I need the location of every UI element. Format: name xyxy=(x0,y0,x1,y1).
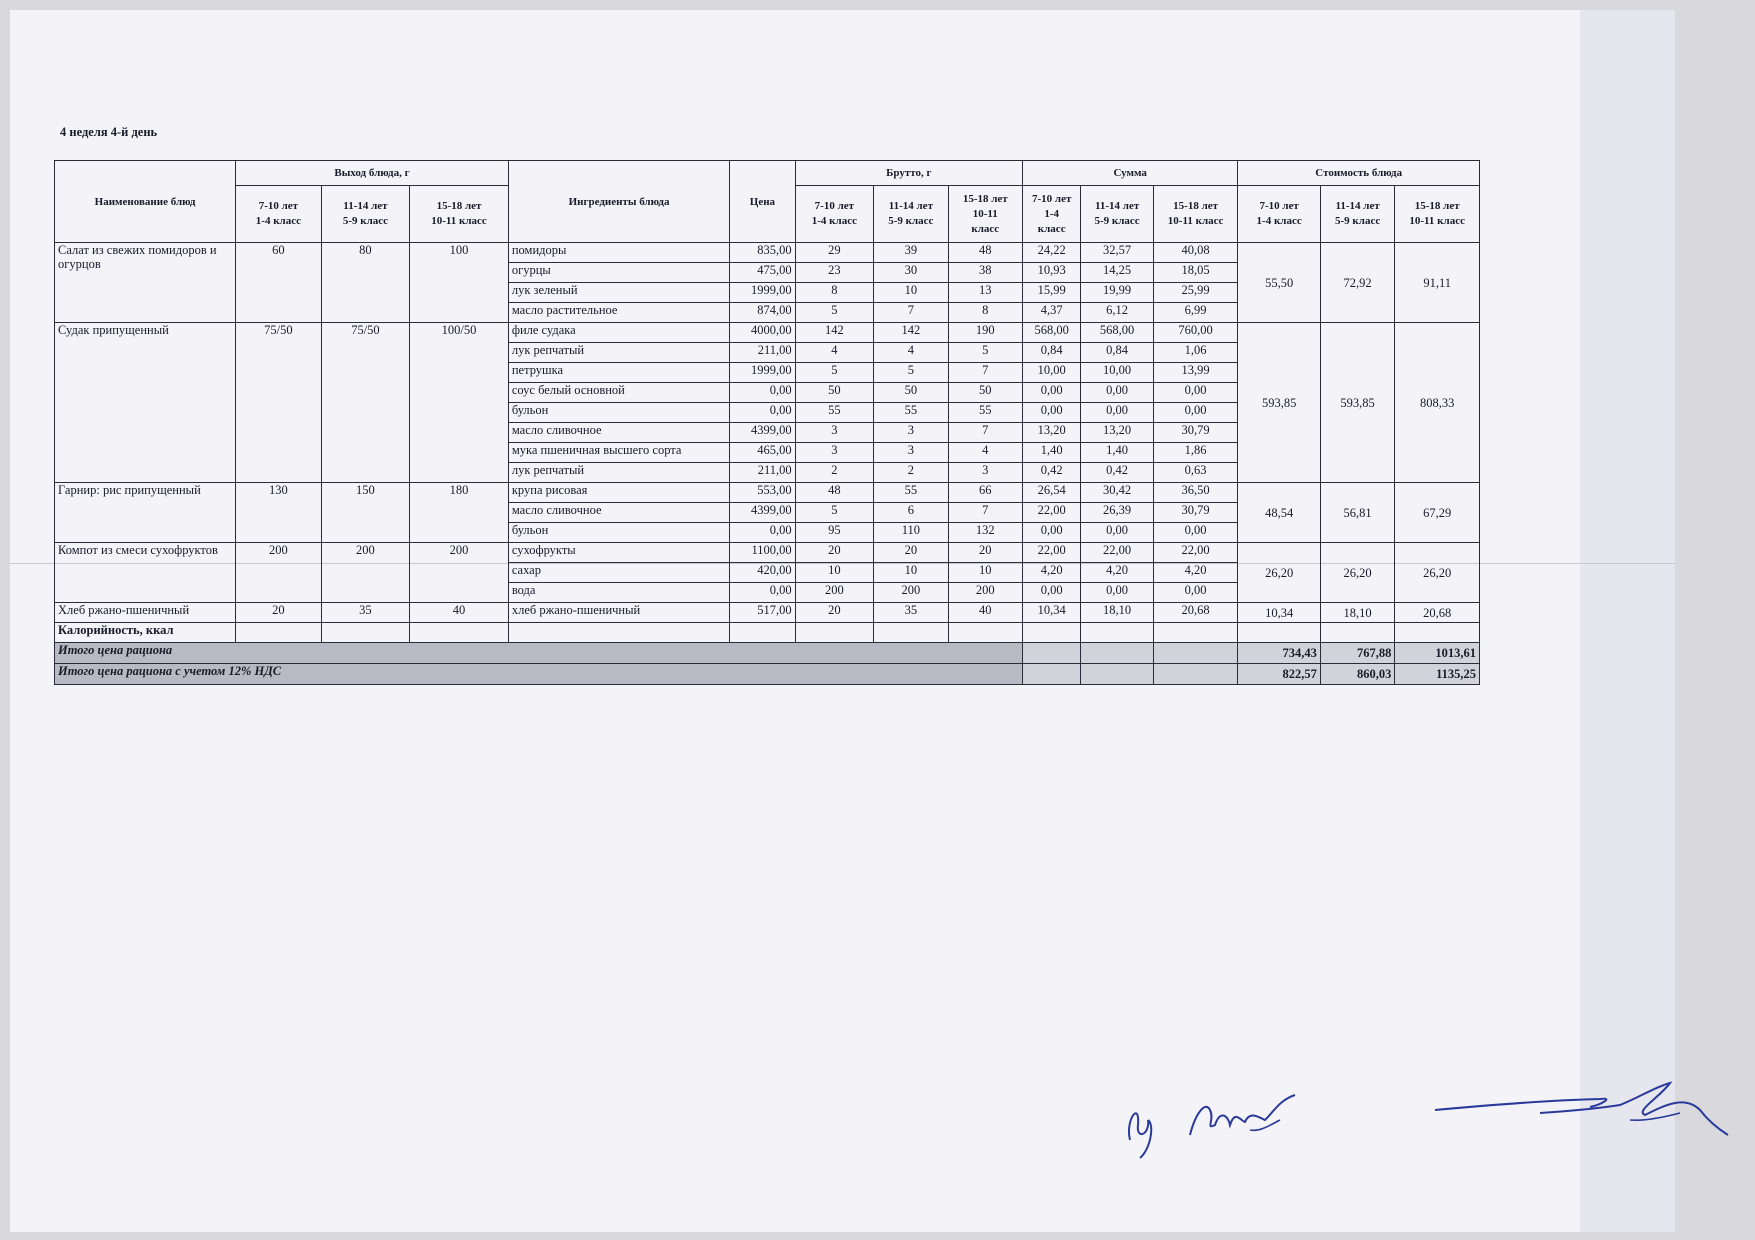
empty-cell xyxy=(874,623,948,643)
ingredient-gross: 95 xyxy=(795,523,873,543)
age-label-line: 7-10 лет xyxy=(258,200,299,212)
age-label-line: класс xyxy=(1037,222,1066,235)
total-value: 734,43 xyxy=(1238,643,1321,664)
dish-yield: 35 xyxy=(321,603,410,623)
ingredient-gross: 10 xyxy=(795,563,873,583)
ingredient-gross: 200 xyxy=(874,583,948,603)
ingredient-gross: 66 xyxy=(948,483,1022,503)
ingredient-gross: 5 xyxy=(874,363,948,383)
age-label-line: 10-11 класс xyxy=(431,215,487,227)
ingredient-sum: 30,42 xyxy=(1081,483,1153,503)
dish-yield: 20 xyxy=(236,603,322,623)
ingredient-sum: 0,00 xyxy=(1081,523,1153,543)
dish-yield: 200 xyxy=(236,543,322,603)
dish-yield: 75/50 xyxy=(236,323,322,483)
age-label-line: 15-18 лет xyxy=(1173,200,1219,212)
age-label-line: 7-10 лет xyxy=(1032,192,1072,205)
ingredient-price: 874,00 xyxy=(730,303,795,323)
cost-ages-header-1 xyxy=(1320,186,1394,243)
ingredient-gross: 10 xyxy=(948,563,1022,583)
dish-cost: 91,11 xyxy=(1395,243,1480,323)
dish-name: Компот из смеси сухофруктов xyxy=(55,543,236,603)
ingredient-sum: 18,05 xyxy=(1153,263,1238,283)
ingredient-gross: 5 xyxy=(795,503,873,523)
ingredient-gross: 13 xyxy=(948,283,1022,303)
ingredient-gross: 4 xyxy=(948,443,1022,463)
age-label-line: 11-14 лет xyxy=(888,200,933,212)
signature-1 xyxy=(1120,1080,1350,1160)
age-label-line: 15-18 лет xyxy=(436,200,482,212)
calories-row xyxy=(55,623,1480,643)
ingredient-gross: 50 xyxy=(948,383,1022,403)
dish-name: Судак припущенный xyxy=(55,323,236,483)
table-row xyxy=(55,323,1480,343)
empty-cell xyxy=(1153,623,1238,643)
ingredient-price: 835,00 xyxy=(730,243,795,263)
total-label: Итого цена рациона с учетом 12% НДС xyxy=(55,664,1023,685)
ingredient-price: 4399,00 xyxy=(730,503,795,523)
empty-cell xyxy=(730,623,795,643)
ingredient-name: петрушка xyxy=(508,363,729,383)
empty-cell xyxy=(1081,623,1153,643)
ingredient-gross: 6 xyxy=(874,503,948,523)
ingredient-gross: 8 xyxy=(948,303,1022,323)
ingredient-name: огурцы xyxy=(508,263,729,283)
ingredient-sum: 0,00 xyxy=(1153,523,1238,543)
ingredient-sum: 30,79 xyxy=(1153,423,1238,443)
dish-cost: 26,20 xyxy=(1238,543,1321,603)
scan-edge-strip xyxy=(1580,10,1675,1232)
ingredient-sum: 0,00 xyxy=(1081,383,1153,403)
ingredient-gross: 132 xyxy=(948,523,1022,543)
menu-table xyxy=(54,160,1480,685)
cost-ages-header-2 xyxy=(1395,186,1480,243)
ingredient-sum: 13,20 xyxy=(1023,423,1081,443)
ingredient-sum: 40,08 xyxy=(1153,243,1238,263)
ingredient-gross: 3 xyxy=(874,443,948,463)
age-label-line: 11-14 лет xyxy=(343,200,388,212)
empty-cell xyxy=(1081,664,1153,685)
ingredient-name: масло растительное xyxy=(508,303,729,323)
age-label-line: 15-18 лет xyxy=(962,192,1008,205)
empty-cell xyxy=(1023,643,1081,664)
dish-cost: 56,81 xyxy=(1320,483,1394,543)
ingredient-sum: 0,00 xyxy=(1153,383,1238,403)
ingredient-gross: 55 xyxy=(795,403,873,423)
age-label-line: 10-11 класс xyxy=(1409,215,1465,227)
ingredient-gross: 4 xyxy=(795,343,873,363)
ingredient-gross: 200 xyxy=(948,583,1022,603)
ingredient-sum: 4,20 xyxy=(1081,563,1153,583)
header-ingredients: Ингредиенты блюда xyxy=(508,161,729,243)
dish-cost: 55,50 xyxy=(1238,243,1321,323)
ingredient-name: лук репчатый xyxy=(508,343,729,363)
header-sum-group: Сумма xyxy=(1023,161,1238,186)
table-row xyxy=(55,543,1480,563)
ingredient-sum: 22,00 xyxy=(1023,543,1081,563)
ingredient-price: 517,00 xyxy=(730,603,795,623)
ingredient-name: помидоры xyxy=(508,243,729,263)
table-row xyxy=(55,483,1480,503)
total-value: 767,88 xyxy=(1320,643,1394,664)
empty-cell xyxy=(1153,664,1238,685)
ingredient-sum: 0,84 xyxy=(1023,343,1081,363)
ingredient-price: 1999,00 xyxy=(730,283,795,303)
total-label: Итого цена рациона xyxy=(55,643,1023,664)
ingredient-sum: 0,00 xyxy=(1153,583,1238,603)
ingredient-sum: 1,86 xyxy=(1153,443,1238,463)
ingredient-sum: 1,40 xyxy=(1023,443,1081,463)
ingredient-price: 0,00 xyxy=(730,403,795,423)
ingredient-name: лук зеленый xyxy=(508,283,729,303)
dish-cost: 26,20 xyxy=(1395,543,1480,603)
ingredient-name: хлеб ржано-пшеничный xyxy=(508,603,729,623)
ingredient-name: филе судака xyxy=(508,323,729,343)
ingredient-name: масло сливочное xyxy=(508,423,729,443)
ingredient-gross: 55 xyxy=(948,403,1022,423)
ingredient-sum: 22,00 xyxy=(1153,543,1238,563)
ingredient-gross: 50 xyxy=(795,383,873,403)
ingredient-name: мука пшеничная высшего сорта xyxy=(508,443,729,463)
ingredient-sum: 25,99 xyxy=(1153,283,1238,303)
ingredient-name: масло сливочное xyxy=(508,503,729,523)
age-label-line: 11-14 лет xyxy=(1094,200,1140,212)
empty-cell xyxy=(1153,643,1238,664)
ingredient-name: сухофрукты xyxy=(508,543,729,563)
yield-ages-header-1 xyxy=(321,186,410,243)
ingredient-gross: 190 xyxy=(948,323,1022,343)
sum-ages-header-1 xyxy=(1081,186,1153,243)
ingredient-gross: 23 xyxy=(795,263,873,283)
ingredient-gross: 110 xyxy=(874,523,948,543)
age-label-line: 1-4 класс xyxy=(811,215,857,227)
dish-yield: 40 xyxy=(410,603,509,623)
ingredient-gross: 10 xyxy=(874,563,948,583)
age-label-line: 5-9 класс xyxy=(1335,215,1381,227)
ingredient-sum: 24,22 xyxy=(1023,243,1081,263)
ingredient-sum: 0,63 xyxy=(1153,463,1238,483)
ingredient-gross: 5 xyxy=(948,343,1022,363)
ingredient-sum: 4,37 xyxy=(1023,303,1081,323)
age-label-line: 1-4 класс xyxy=(1256,215,1302,227)
ingredient-gross: 7 xyxy=(948,363,1022,383)
ingredient-sum: 0,00 xyxy=(1081,403,1153,423)
empty-cell xyxy=(795,623,873,643)
ingredient-gross: 38 xyxy=(948,263,1022,283)
dish-cost: 72,92 xyxy=(1320,243,1394,323)
gross-ages-header-0 xyxy=(795,186,873,243)
ingredient-price: 4399,00 xyxy=(730,423,795,443)
empty-cell xyxy=(236,623,322,643)
dish-cost: 10,34 xyxy=(1238,603,1321,623)
ingredient-gross: 142 xyxy=(795,323,873,343)
ingredient-gross: 29 xyxy=(795,243,873,263)
page-title: 4 неделя 4-й день xyxy=(60,125,158,139)
ingredient-price: 0,00 xyxy=(730,523,795,543)
ingredient-sum: 10,34 xyxy=(1023,603,1081,623)
ingredient-gross: 7 xyxy=(874,303,948,323)
ingredient-sum: 0,00 xyxy=(1081,583,1153,603)
ingredient-sum: 4,20 xyxy=(1153,563,1238,583)
ingredient-gross: 4 xyxy=(874,343,948,363)
ingredient-sum: 1,40 xyxy=(1081,443,1153,463)
dish-cost: 808,33 xyxy=(1395,323,1480,483)
ingredient-price: 1100,00 xyxy=(730,543,795,563)
dish-yield: 200 xyxy=(410,543,509,603)
ingredient-price: 4000,00 xyxy=(730,323,795,343)
total-value: 1135,25 xyxy=(1395,664,1480,685)
dish-yield: 180 xyxy=(410,483,509,543)
ingredient-gross: 39 xyxy=(874,243,948,263)
dish-name: Хлеб ржано-пшеничный xyxy=(55,603,236,623)
ingredient-sum: 6,99 xyxy=(1153,303,1238,323)
empty-cell xyxy=(1395,623,1480,643)
total-value: 1013,61 xyxy=(1395,643,1480,664)
dish-cost: 593,85 xyxy=(1238,323,1321,483)
dish-yield: 100 xyxy=(410,243,509,323)
age-label-line: 5-9 класс xyxy=(1094,215,1140,227)
sum-ages-header-2 xyxy=(1153,186,1238,243)
ingredient-sum: 568,00 xyxy=(1023,323,1081,343)
ingredient-name: крупа рисовая xyxy=(508,483,729,503)
empty-cell xyxy=(948,623,1022,643)
ingredient-price: 465,00 xyxy=(730,443,795,463)
age-label-line: 7-10 лет xyxy=(814,200,855,212)
age-label-line: 15-18 лет xyxy=(1414,200,1460,212)
dish-name: Салат из свежих помидоров и огурцов xyxy=(55,243,236,323)
dish-yield: 200 xyxy=(321,543,410,603)
ingredient-sum: 4,20 xyxy=(1023,563,1081,583)
total-row xyxy=(55,643,1480,664)
ingredient-gross: 55 xyxy=(874,483,948,503)
ingredient-name: бульон xyxy=(508,403,729,423)
cost-ages-header-0 xyxy=(1238,186,1321,243)
ingredient-sum: 26,39 xyxy=(1081,503,1153,523)
ingredient-gross: 20 xyxy=(948,543,1022,563)
ingredient-price: 0,00 xyxy=(730,383,795,403)
ingredient-sum: 36,50 xyxy=(1153,483,1238,503)
ingredient-gross: 55 xyxy=(874,403,948,423)
age-label-line: 1-4 класс xyxy=(255,215,301,227)
gross-ages-header-1 xyxy=(874,186,948,243)
ingredient-sum: 19,99 xyxy=(1081,283,1153,303)
ingredient-price: 420,00 xyxy=(730,563,795,583)
dish-cost: 26,20 xyxy=(1320,543,1394,603)
empty-cell xyxy=(410,623,509,643)
ingredient-sum: 0,00 xyxy=(1023,523,1081,543)
gross-ages-header-2 xyxy=(948,186,1022,243)
ingredient-gross: 5 xyxy=(795,363,873,383)
ingredient-sum: 18,10 xyxy=(1081,603,1153,623)
yield-ages-header-0 xyxy=(236,186,322,243)
age-label-line: 7-10 лет xyxy=(1259,200,1299,212)
ingredient-sum: 32,57 xyxy=(1081,243,1153,263)
age-label-line: 10-11 класс xyxy=(1167,215,1224,227)
age-label-line: 1-4 xyxy=(1044,207,1060,220)
ingredient-gross: 50 xyxy=(874,383,948,403)
header-gross-group: Брутто, г xyxy=(795,161,1022,186)
header-yield-group: Выход блюда, г xyxy=(236,161,509,186)
ingredient-price: 1999,00 xyxy=(730,363,795,383)
dish-cost: 67,29 xyxy=(1395,483,1480,543)
ingredient-name: вода xyxy=(508,583,729,603)
dish-yield: 100/50 xyxy=(410,323,509,483)
ingredient-sum: 20,68 xyxy=(1153,603,1238,623)
ingredient-gross: 35 xyxy=(874,603,948,623)
ingredient-sum: 13,99 xyxy=(1153,363,1238,383)
ingredient-gross: 5 xyxy=(795,303,873,323)
dish-yield: 130 xyxy=(236,483,322,543)
ingredient-gross: 7 xyxy=(948,423,1022,443)
header-dish-name: Наименование блюд xyxy=(55,161,236,243)
age-label-line: 10-11 xyxy=(972,207,998,220)
age-label-line: 5-9 класс xyxy=(888,215,934,227)
dish-yield: 80 xyxy=(321,243,410,323)
empty-cell xyxy=(1238,623,1321,643)
dish-yield: 150 xyxy=(321,483,410,543)
empty-cell xyxy=(1023,664,1081,685)
ingredient-sum: 760,00 xyxy=(1153,323,1238,343)
signature-2 xyxy=(1430,1075,1730,1150)
ingredient-sum: 22,00 xyxy=(1081,543,1153,563)
ingredient-sum: 26,54 xyxy=(1023,483,1081,503)
ingredient-sum: 0,84 xyxy=(1081,343,1153,363)
ingredient-name: бульон xyxy=(508,523,729,543)
ingredient-sum: 6,12 xyxy=(1081,303,1153,323)
dish-cost: 20,68 xyxy=(1395,603,1480,623)
ingredient-price: 211,00 xyxy=(730,463,795,483)
table-row xyxy=(55,603,1480,623)
dish-yield: 75/50 xyxy=(321,323,410,483)
ingredient-sum: 22,00 xyxy=(1023,503,1081,523)
total-row xyxy=(55,664,1480,685)
yield-ages-header-2 xyxy=(410,186,509,243)
ingredient-sum: 14,25 xyxy=(1081,263,1153,283)
empty-cell xyxy=(1081,643,1153,664)
ingredient-name: соус белый основной xyxy=(508,383,729,403)
ingredient-gross: 200 xyxy=(795,583,873,603)
ingredient-gross: 3 xyxy=(874,423,948,443)
ingredient-sum: 568,00 xyxy=(1081,323,1153,343)
ingredient-gross: 48 xyxy=(795,483,873,503)
ingredient-gross: 7 xyxy=(948,503,1022,523)
ingredient-sum: 0,00 xyxy=(1023,583,1081,603)
ingredient-sum: 0,00 xyxy=(1153,403,1238,423)
ingredient-gross: 20 xyxy=(874,543,948,563)
age-label-line: 11-14 лет xyxy=(1335,200,1380,212)
ingredient-price: 475,00 xyxy=(730,263,795,283)
ingredient-sum: 0,00 xyxy=(1023,403,1081,423)
ingredient-price: 0,00 xyxy=(730,583,795,603)
ingredient-gross: 30 xyxy=(874,263,948,283)
ingredient-gross: 3 xyxy=(795,423,873,443)
ingredient-gross: 40 xyxy=(948,603,1022,623)
total-value: 860,03 xyxy=(1320,664,1394,685)
age-label-line: 5-9 класс xyxy=(342,215,389,227)
header-price: Цена xyxy=(730,161,795,243)
ingredient-gross: 10 xyxy=(874,283,948,303)
ingredient-gross: 8 xyxy=(795,283,873,303)
ingredient-sum: 15,99 xyxy=(1023,283,1081,303)
dish-cost: 48,54 xyxy=(1238,483,1321,543)
age-label-line: класс xyxy=(971,222,1000,235)
total-value: 822,57 xyxy=(1238,664,1321,685)
ingredient-gross: 2 xyxy=(795,463,873,483)
ingredient-sum: 0,42 xyxy=(1081,463,1153,483)
ingredient-sum: 10,00 xyxy=(1081,363,1153,383)
empty-cell xyxy=(1023,623,1081,643)
sum-ages-header-0 xyxy=(1023,186,1081,243)
ingredient-sum: 1,06 xyxy=(1153,343,1238,363)
ingredient-sum: 13,20 xyxy=(1081,423,1153,443)
dish-cost: 18,10 xyxy=(1320,603,1394,623)
ingredient-gross: 20 xyxy=(795,543,873,563)
ingredient-sum: 0,42 xyxy=(1023,463,1081,483)
ingredient-price: 211,00 xyxy=(730,343,795,363)
empty-cell xyxy=(508,623,729,643)
ingredient-sum: 0,00 xyxy=(1023,383,1081,403)
ingredient-sum: 10,93 xyxy=(1023,263,1081,283)
ingredient-price: 553,00 xyxy=(730,483,795,503)
ingredient-gross: 2 xyxy=(874,463,948,483)
empty-cell xyxy=(1320,623,1394,643)
ingredient-gross: 142 xyxy=(874,323,948,343)
calories-label: Калорийность, ккал xyxy=(55,623,236,643)
table-row xyxy=(55,243,1480,263)
ingredient-gross: 3 xyxy=(795,443,873,463)
ingredient-sum: 30,79 xyxy=(1153,503,1238,523)
header-cost-group: Стоимость блюда xyxy=(1238,161,1480,186)
dish-yield: 60 xyxy=(236,243,322,323)
dish-name: Гарнир: рис припущенный xyxy=(55,483,236,543)
ingredient-gross: 48 xyxy=(948,243,1022,263)
ingredient-gross: 3 xyxy=(948,463,1022,483)
dish-cost: 593,85 xyxy=(1320,323,1394,483)
empty-cell xyxy=(321,623,410,643)
ingredient-sum: 10,00 xyxy=(1023,363,1081,383)
ingredient-name: сахар xyxy=(508,563,729,583)
ingredient-name: лук репчатый xyxy=(508,463,729,483)
ingredient-gross: 20 xyxy=(795,603,873,623)
